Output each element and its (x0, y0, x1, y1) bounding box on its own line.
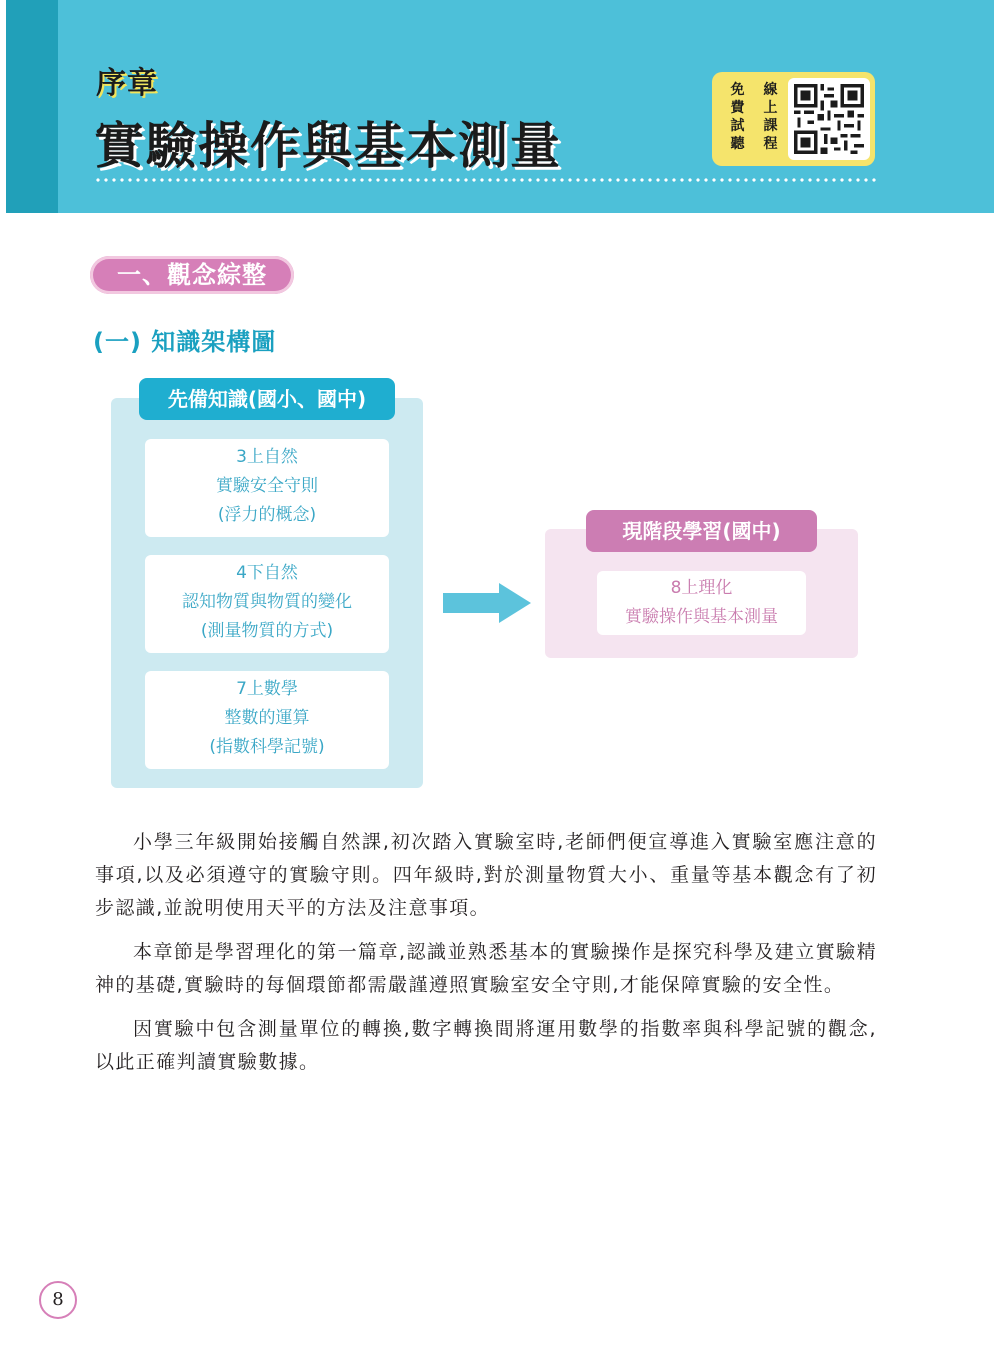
qr-code-icon[interactable] (788, 78, 870, 160)
page-number: 8 (39, 1281, 77, 1319)
card-line: 實驗操作與基本測量 (625, 607, 778, 627)
card-line: 8上理化 (670, 578, 733, 598)
course-badge-char: 線 (763, 82, 778, 98)
course-badge-text (724, 82, 784, 153)
course-badge-char: 課 (763, 118, 778, 134)
card-line: (浮力的概念) (217, 505, 317, 525)
prior-knowledge-header: 先備知識(國小、國中) (139, 378, 395, 420)
section-title: 一、觀念綜整 (90, 256, 294, 294)
card-line: 認知物質與物質的變化 (182, 592, 352, 612)
chapter-title: 實驗操作與基本測量 (94, 117, 562, 175)
free-course-badge[interactable] (712, 72, 875, 166)
course-badge-char: 程 (763, 136, 778, 152)
body-text (95, 826, 877, 1090)
current-stage-header: 現階段學習(國中) (586, 510, 817, 552)
card-line: (指數科學記號) (209, 737, 325, 757)
course-badge-char: 費 (730, 100, 745, 116)
prior-knowledge-card (145, 555, 389, 653)
card-line: 實驗安全守則 (216, 476, 318, 496)
header-side-strip (6, 0, 58, 213)
card-line: 3上自然 (236, 447, 298, 467)
card-line: 整數的運算 (224, 708, 310, 728)
current-stage-card (597, 571, 806, 635)
prior-knowledge-card (145, 439, 389, 537)
course-badge-char: 免 (730, 82, 745, 98)
chapter-tag: 序章 (96, 66, 158, 101)
card-line: (測量物質的方式) (200, 621, 334, 641)
course-badge-char: 上 (763, 100, 778, 116)
subsection-title: (一) 知識架構圖 (93, 328, 277, 356)
card-line: 4下自然 (236, 563, 298, 583)
prior-knowledge-card (145, 671, 389, 769)
right-arrow-icon (443, 583, 533, 623)
body-paragraph: 因實驗中包含測量單位的轉換,數字轉換間將運用數學的指數率與科學記號的觀念,以此正確判讀實驗數據。 (95, 1018, 877, 1073)
body-paragraph: 本章節是學習理化的第一篇章,認識並熟悉基本的實驗操作是探究科學及建立實驗精神的基礎,實驗時的每個環節都需嚴謹遵照實驗室安全守則,才能保障實驗的安全性。 (95, 941, 877, 996)
dotted-divider (94, 178, 876, 182)
card-line: 7上數學 (236, 679, 298, 699)
course-badge-char: 聽 (730, 136, 745, 152)
body-paragraph: 小學三年級開始接觸自然課,初次踏入實驗室時,老師們便宣導進入實驗室應注意的事項,以及必須遵守的實驗守則。四年級時,對於測量物質大小、重量等基本觀念有了初步認識,並說明使用天平的方法及注意事項。 (95, 831, 877, 919)
course-badge-char: 試 (730, 118, 745, 134)
